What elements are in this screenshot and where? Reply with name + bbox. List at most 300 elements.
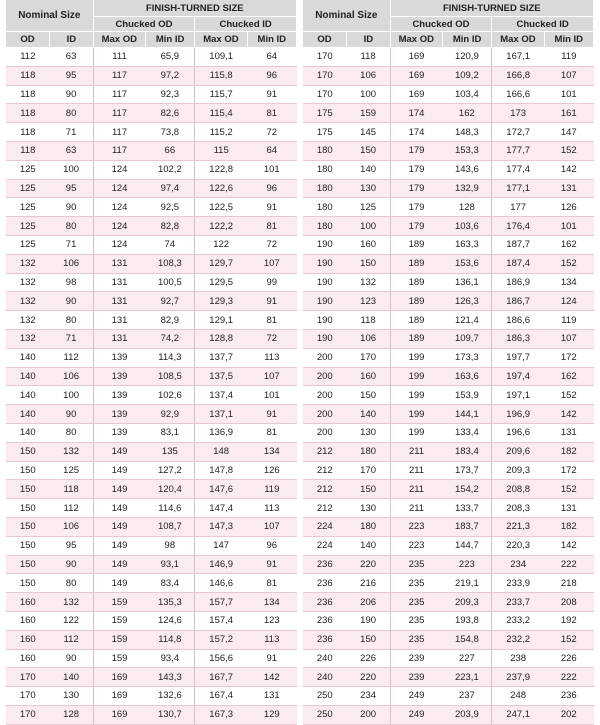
chucked-od-min-id-cell: 126,3	[442, 292, 491, 311]
chucked-id-max-od-cell: 167,4	[195, 687, 247, 706]
chucked-od-min-id-cell: 92,5	[145, 198, 194, 217]
chucked-od-min-id-cell: 132,6	[145, 687, 194, 706]
nominal-id-cell: 150	[347, 386, 391, 405]
table-row	[6, 48, 297, 67]
nominal-od-cell: 160	[6, 611, 50, 630]
chucked-od-max-od-cell: 169	[93, 668, 145, 687]
chucked-od-max-od-cell: 249	[390, 687, 442, 706]
chucked-od-max-od-cell: 124	[93, 198, 145, 217]
nominal-od-cell: 250	[303, 687, 347, 706]
nominal-id-cell: 106	[50, 367, 94, 386]
chucked-id-min-id-cell: 131	[247, 687, 296, 706]
max-od-column-header: Max OD	[93, 32, 145, 48]
chucked-od-max-od-cell: 124	[93, 179, 145, 198]
chucked-od-max-od-cell: 149	[93, 442, 145, 461]
chucked-od-min-id-cell: 74,2	[145, 329, 194, 348]
chucked-id-min-id-cell: 72	[247, 329, 296, 348]
table-row	[6, 123, 297, 142]
nominal-od-cell: 175	[303, 123, 347, 142]
table-row	[6, 141, 297, 160]
id-column-header: ID	[347, 32, 391, 48]
nominal-id-cell: 150	[347, 254, 391, 273]
min-id-column-header: Min ID	[544, 32, 593, 48]
chucked-id-max-od-cell: 166,8	[492, 66, 544, 85]
chucked-id-max-od-cell: 129,5	[195, 273, 247, 292]
chucked-od-min-id-cell: 66	[145, 141, 194, 160]
table-row	[6, 499, 297, 518]
table-row	[6, 66, 297, 85]
chucked-od-min-id-cell: 98	[145, 536, 194, 555]
chucked-id-min-id-cell: 152	[544, 630, 593, 649]
chucked-id-max-od-cell: 147,6	[195, 480, 247, 499]
chucked-od-min-id-cell: 73,8	[145, 123, 194, 142]
table-row	[303, 48, 594, 67]
table-row	[303, 423, 594, 442]
nominal-id-cell: 63	[50, 141, 94, 160]
od-column-header: OD	[303, 32, 347, 48]
table-row	[6, 555, 297, 574]
nominal-id-cell: 118	[347, 311, 391, 330]
table-row	[6, 630, 297, 649]
chucked-id-min-id-cell: 161	[544, 104, 593, 123]
chucked-id-max-od-cell: 129,1	[195, 311, 247, 330]
chucked-od-max-od-cell: 149	[93, 555, 145, 574]
chucked-od-max-od-cell: 117	[93, 66, 145, 85]
chucked-od-max-od-cell: 159	[93, 611, 145, 630]
chucked-id-max-od-cell: 115,4	[195, 104, 247, 123]
nominal-od-cell: 224	[303, 536, 347, 555]
nominal-od-cell: 212	[303, 461, 347, 480]
nominal-id-cell: 95	[50, 66, 94, 85]
nominal-id-cell: 159	[347, 104, 391, 123]
chucked-od-min-id-cell: 100,5	[145, 273, 194, 292]
chucked-od-max-od-cell: 239	[390, 668, 442, 687]
chucked-od-min-id-cell: 223,1	[442, 668, 491, 687]
chucked-id-min-id-cell: 134	[247, 593, 296, 612]
chucked-od-max-od-cell: 179	[390, 160, 442, 179]
nominal-od-cell: 175	[303, 104, 347, 123]
nominal-id-cell: 71	[50, 329, 94, 348]
table-row	[303, 85, 594, 104]
table-row	[303, 405, 594, 424]
nominal-od-cell: 212	[303, 499, 347, 518]
chucked-id-max-od-cell: 147	[195, 536, 247, 555]
chucked-od-max-od-cell: 139	[93, 405, 145, 424]
chucked-od-min-id-cell: 148,3	[442, 123, 491, 142]
nominal-od-cell: 140	[6, 423, 50, 442]
chucked-id-min-id-cell: 113	[247, 499, 296, 518]
nominal-id-cell: 112	[50, 630, 94, 649]
chucked-id-min-id-cell: 64	[247, 141, 296, 160]
chucked-od-max-od-cell: 179	[390, 179, 442, 198]
chucked-id-min-id-cell: 162	[544, 235, 593, 254]
chucked-od-max-od-cell: 211	[390, 442, 442, 461]
chucked-id-min-id-cell: 91	[247, 292, 296, 311]
chucked-od-max-od-cell: 131	[93, 329, 145, 348]
chucked-od-min-id-cell: 82,8	[145, 217, 194, 236]
chucked-id-max-od-cell: 122,6	[195, 179, 247, 198]
nominal-id-cell: 80	[50, 574, 94, 593]
table-row	[6, 668, 297, 687]
chucked-od-max-od-cell: 189	[390, 329, 442, 348]
nominal-od-cell: 180	[303, 198, 347, 217]
chucked-od-min-id-cell: 114,6	[145, 499, 194, 518]
chucked-od-header: Chucked OD	[93, 17, 195, 32]
table-row	[6, 348, 297, 367]
nominal-id-cell: 160	[347, 367, 391, 386]
chucked-od-max-od-cell: 169	[390, 48, 442, 67]
chucked-od-max-od-cell: 117	[93, 141, 145, 160]
chucked-od-max-od-cell: 199	[390, 405, 442, 424]
nominal-id-cell: 180	[347, 442, 391, 461]
nominal-id-cell: 90	[50, 405, 94, 424]
table-row	[303, 217, 594, 236]
chucked-od-min-id-cell: 92,7	[145, 292, 194, 311]
chucked-od-max-od-cell: 111	[93, 48, 145, 67]
chucked-od-min-id-cell: 109,7	[442, 329, 491, 348]
nominal-od-cell: 125	[6, 198, 50, 217]
table-row	[6, 198, 297, 217]
nominal-id-cell: 140	[50, 668, 94, 687]
nominal-od-cell: 200	[303, 423, 347, 442]
nominal-id-cell: 112	[50, 499, 94, 518]
chucked-id-max-od-cell: 234	[492, 555, 544, 574]
nominal-od-cell: 170	[6, 687, 50, 706]
chucked-id-min-id-cell: 222	[544, 668, 593, 687]
chucked-od-min-id-cell: 74	[145, 235, 194, 254]
nominal-id-cell: 98	[50, 273, 94, 292]
nominal-od-cell: 150	[6, 517, 50, 536]
chucked-od-min-id-cell: 163,3	[442, 235, 491, 254]
table-row	[6, 611, 297, 630]
chucked-od-max-od-cell: 199	[390, 348, 442, 367]
nominal-od-cell: 236	[303, 574, 347, 593]
chucked-od-min-id-cell: 102,6	[145, 386, 194, 405]
min-id-column-header: Min ID	[247, 32, 296, 48]
chucked-od-max-od-cell: 117	[93, 85, 145, 104]
min-id-column-header: Min ID	[442, 32, 491, 48]
nominal-id-cell: 95	[50, 536, 94, 555]
chucked-id-header: Chucked ID	[195, 17, 297, 32]
chucked-id-max-od-cell: 115,7	[195, 85, 247, 104]
nominal-id-cell: 132	[50, 593, 94, 612]
nominal-od-cell: 140	[6, 367, 50, 386]
nominal-id-cell: 140	[347, 160, 391, 179]
nominal-od-cell: 200	[303, 386, 347, 405]
nominal-od-cell: 200	[303, 367, 347, 386]
chucked-id-max-od-cell: 122,5	[195, 198, 247, 217]
nominal-id-cell: 123	[347, 292, 391, 311]
chucked-id-max-od-cell: 177	[492, 198, 544, 217]
chucked-od-max-od-cell: 159	[93, 593, 145, 612]
chucked-id-min-id-cell: 236	[544, 687, 593, 706]
chucked-id-max-od-cell: 187,4	[492, 254, 544, 273]
chucked-id-max-od-cell: 208,8	[492, 480, 544, 499]
chucked-od-min-id-cell: 130,7	[145, 705, 194, 724]
chucked-od-min-id-cell: 133,4	[442, 423, 491, 442]
chucked-od-min-id-cell: 162	[442, 104, 491, 123]
chucked-id-min-id-cell: 134	[247, 442, 296, 461]
size-table-right	[303, 0, 594, 725]
nominal-id-cell: 130	[347, 499, 391, 518]
nominal-od-cell: 240	[303, 649, 347, 668]
max-od-column-header: Max OD	[492, 32, 544, 48]
chucked-od-min-id-cell: 154,8	[442, 630, 491, 649]
nominal-id-cell: 90	[50, 555, 94, 574]
chucked-id-min-id-cell: 131	[544, 499, 593, 518]
chucked-id-min-id-cell: 182	[544, 517, 593, 536]
chucked-id-min-id-cell: 96	[247, 179, 296, 198]
nominal-id-cell: 100	[347, 217, 391, 236]
chucked-od-min-id-cell: 132,9	[442, 179, 491, 198]
nominal-od-cell: 118	[6, 141, 50, 160]
chucked-id-max-od-cell: 197,4	[492, 367, 544, 386]
nominal-od-cell: 125	[6, 179, 50, 198]
chucked-od-max-od-cell: 149	[93, 517, 145, 536]
table-row	[303, 66, 594, 85]
nominal-od-cell: 150	[6, 536, 50, 555]
chucked-od-min-id-cell: 97,4	[145, 179, 194, 198]
nominal-od-cell: 190	[303, 329, 347, 348]
chucked-id-max-od-cell: 186,9	[492, 273, 544, 292]
nominal-id-cell: 106	[50, 517, 94, 536]
chucked-id-min-id-cell: 91	[247, 405, 296, 424]
chucked-id-min-id-cell: 81	[247, 423, 296, 442]
nominal-od-cell: 132	[6, 273, 50, 292]
nominal-od-cell: 125	[6, 235, 50, 254]
table-row	[303, 630, 594, 649]
chucked-id-min-id-cell: 99	[247, 273, 296, 292]
nominal-id-cell: 100	[347, 85, 391, 104]
chucked-od-max-od-cell: 124	[93, 160, 145, 179]
chucked-id-min-id-cell: 107	[544, 329, 593, 348]
nominal-od-cell: 170	[303, 66, 347, 85]
chucked-id-max-od-cell: 147,4	[195, 499, 247, 518]
table-row	[303, 536, 594, 555]
nominal-od-cell: 212	[303, 442, 347, 461]
chucked-id-max-od-cell: 233,9	[492, 574, 544, 593]
chucked-id-max-od-cell: 148	[195, 442, 247, 461]
table-row	[303, 574, 594, 593]
nominal-id-cell: 106	[50, 254, 94, 273]
nominal-od-cell: 190	[303, 311, 347, 330]
table-row	[6, 687, 297, 706]
nominal-od-cell: 170	[303, 48, 347, 67]
chucked-od-max-od-cell: 179	[390, 141, 442, 160]
chucked-id-max-od-cell: 137,4	[195, 386, 247, 405]
nominal-od-cell: 180	[303, 160, 347, 179]
nominal-od-cell: 150	[6, 480, 50, 499]
chucked-id-min-id-cell: 126	[247, 461, 296, 480]
chucked-id-min-id-cell: 119	[247, 480, 296, 499]
chucked-id-max-od-cell: 147,3	[195, 517, 247, 536]
nominal-od-cell: 170	[303, 85, 347, 104]
chucked-id-max-od-cell: 220,3	[492, 536, 544, 555]
chucked-id-header: Chucked ID	[492, 17, 594, 32]
table-row	[303, 198, 594, 217]
chucked-id-min-id-cell: 107	[247, 367, 296, 386]
table-row	[303, 611, 594, 630]
chucked-id-min-id-cell: 124	[544, 292, 593, 311]
chucked-id-min-id-cell: 91	[247, 198, 296, 217]
nominal-id-cell: 130	[347, 179, 391, 198]
chucked-id-min-id-cell: 91	[247, 85, 296, 104]
chucked-id-max-od-cell: 157,7	[195, 593, 247, 612]
chucked-od-max-od-cell: 139	[93, 423, 145, 442]
chucked-id-min-id-cell: 129	[247, 705, 296, 724]
chucked-id-max-od-cell: 147,8	[195, 461, 247, 480]
chucked-od-min-id-cell: 203,9	[442, 705, 491, 724]
chucked-od-min-id-cell: 153,9	[442, 386, 491, 405]
chucked-id-max-od-cell: 233,7	[492, 593, 544, 612]
chucked-id-min-id-cell: 81	[247, 311, 296, 330]
nominal-od-cell: 140	[6, 405, 50, 424]
chucked-id-max-od-cell: 122,2	[195, 217, 247, 236]
chucked-od-max-od-cell: 249	[390, 705, 442, 724]
nominal-od-cell: 236	[303, 555, 347, 574]
table-row	[6, 104, 297, 123]
nominal-id-cell: 112	[50, 348, 94, 367]
table-row	[303, 311, 594, 330]
chucked-od-max-od-cell: 169	[93, 687, 145, 706]
chucked-od-min-id-cell: 109,2	[442, 66, 491, 85]
chucked-od-max-od-cell: 189	[390, 235, 442, 254]
nominal-id-cell: 125	[347, 198, 391, 217]
table-row	[6, 217, 297, 236]
chucked-id-max-od-cell: 186,6	[492, 311, 544, 330]
nominal-id-cell: 170	[347, 461, 391, 480]
table-row	[303, 705, 594, 724]
chucked-od-min-id-cell: 209,3	[442, 593, 491, 612]
nominal-id-cell: 200	[347, 705, 391, 724]
chucked-od-min-id-cell: 183,4	[442, 442, 491, 461]
nominal-od-cell: 150	[6, 574, 50, 593]
chucked-id-min-id-cell: 152	[544, 254, 593, 273]
chucked-id-max-od-cell: 137,1	[195, 405, 247, 424]
nominal-id-cell: 150	[347, 141, 391, 160]
chucked-od-min-id-cell: 82,6	[145, 104, 194, 123]
chucked-id-min-id-cell: 142	[544, 160, 593, 179]
chucked-id-min-id-cell: 208	[544, 593, 593, 612]
nominal-od-cell: 200	[303, 405, 347, 424]
chucked-od-max-od-cell: 149	[93, 480, 145, 499]
chucked-id-min-id-cell: 162	[544, 367, 593, 386]
chucked-id-max-od-cell: 129,3	[195, 292, 247, 311]
chucked-id-min-id-cell: 81	[247, 574, 296, 593]
table-row	[6, 367, 297, 386]
chucked-id-min-id-cell: 119	[544, 311, 593, 330]
finish-turned-size-header: FINISH-TURNED SIZE	[390, 0, 593, 17]
chucked-id-max-od-cell: 186,7	[492, 292, 544, 311]
chucked-id-max-od-cell: 137,7	[195, 348, 247, 367]
nominal-id-cell: 90	[50, 85, 94, 104]
table-row	[303, 687, 594, 706]
table-row	[303, 367, 594, 386]
chucked-od-min-id-cell: 120,4	[145, 480, 194, 499]
chucked-id-min-id-cell: 101	[247, 160, 296, 179]
nominal-id-cell: 130	[50, 687, 94, 706]
table-row	[303, 348, 594, 367]
chucked-id-min-id-cell: 101	[544, 85, 593, 104]
chucked-od-max-od-cell: 199	[390, 386, 442, 405]
chucked-od-max-od-cell: 149	[93, 574, 145, 593]
chucked-id-min-id-cell: 131	[544, 423, 593, 442]
chucked-id-max-od-cell: 115,2	[195, 123, 247, 142]
chucked-id-min-id-cell: 152	[544, 480, 593, 499]
chucked-od-min-id-cell: 102,2	[145, 160, 194, 179]
chucked-od-max-od-cell: 131	[93, 311, 145, 330]
finish-turned-size-header: FINISH-TURNED SIZE	[93, 0, 296, 17]
nominal-id-cell: 90	[50, 198, 94, 217]
chucked-id-min-id-cell: 113	[247, 348, 296, 367]
chucked-id-min-id-cell: 123	[247, 611, 296, 630]
nominal-od-cell: 132	[6, 311, 50, 330]
chucked-od-max-od-cell: 223	[390, 517, 442, 536]
chucked-id-max-od-cell: 177,4	[492, 160, 544, 179]
table-row	[6, 593, 297, 612]
table-row	[303, 668, 594, 687]
chucked-od-max-od-cell: 117	[93, 123, 145, 142]
nominal-id-cell: 80	[50, 104, 94, 123]
chucked-id-min-id-cell: 202	[544, 705, 593, 724]
chucked-od-max-od-cell: 139	[93, 367, 145, 386]
od-column-header: OD	[6, 32, 50, 48]
nominal-od-cell: 200	[303, 348, 347, 367]
chucked-od-min-id-cell: 92,3	[145, 85, 194, 104]
nominal-size-header: Nominal Size	[303, 0, 390, 32]
nominal-id-cell: 100	[50, 160, 94, 179]
chucked-od-max-od-cell: 179	[390, 217, 442, 236]
chucked-id-max-od-cell: 109,1	[195, 48, 247, 67]
chucked-id-min-id-cell: 81	[247, 104, 296, 123]
chucked-id-min-id-cell: 72	[247, 235, 296, 254]
chucked-od-min-id-cell: 144,7	[442, 536, 491, 555]
chucked-id-max-od-cell: 208,3	[492, 499, 544, 518]
chucked-id-max-od-cell: 209,6	[492, 442, 544, 461]
chucked-od-min-id-cell: 237	[442, 687, 491, 706]
chucked-od-min-id-cell: 83,1	[145, 423, 194, 442]
chucked-od-min-id-cell: 97,2	[145, 66, 194, 85]
chucked-id-max-od-cell: 128,8	[195, 329, 247, 348]
chucked-od-max-od-cell: 239	[390, 649, 442, 668]
nominal-id-cell: 90	[50, 649, 94, 668]
nominal-id-cell: 160	[347, 235, 391, 254]
chucked-id-max-od-cell: 146,9	[195, 555, 247, 574]
chucked-od-min-id-cell: 121,4	[442, 311, 491, 330]
chucked-od-min-id-cell: 143,3	[145, 668, 194, 687]
chucked-id-max-od-cell: 157,4	[195, 611, 247, 630]
nominal-od-cell: 170	[6, 668, 50, 687]
chucked-od-min-id-cell: 153,3	[442, 141, 491, 160]
chucked-id-max-od-cell: 166,6	[492, 85, 544, 104]
chucked-id-min-id-cell: 64	[247, 48, 296, 67]
chucked-od-max-od-cell: 169	[93, 705, 145, 724]
nominal-id-cell: 132	[347, 273, 391, 292]
nominal-od-cell: 180	[303, 179, 347, 198]
table-row	[6, 517, 297, 536]
nominal-od-cell: 118	[6, 85, 50, 104]
table-row	[303, 254, 594, 273]
nominal-id-cell: 71	[50, 123, 94, 142]
chucked-id-min-id-cell: 96	[247, 536, 296, 555]
chucked-id-min-id-cell: 172	[544, 348, 593, 367]
nominal-od-cell: 140	[6, 348, 50, 367]
nominal-id-cell: 234	[347, 687, 391, 706]
chucked-id-max-od-cell: 137,5	[195, 367, 247, 386]
chucked-od-min-id-cell: 219,1	[442, 574, 491, 593]
nominal-od-cell: 236	[303, 611, 347, 630]
chucked-od-min-id-cell: 154,2	[442, 480, 491, 499]
